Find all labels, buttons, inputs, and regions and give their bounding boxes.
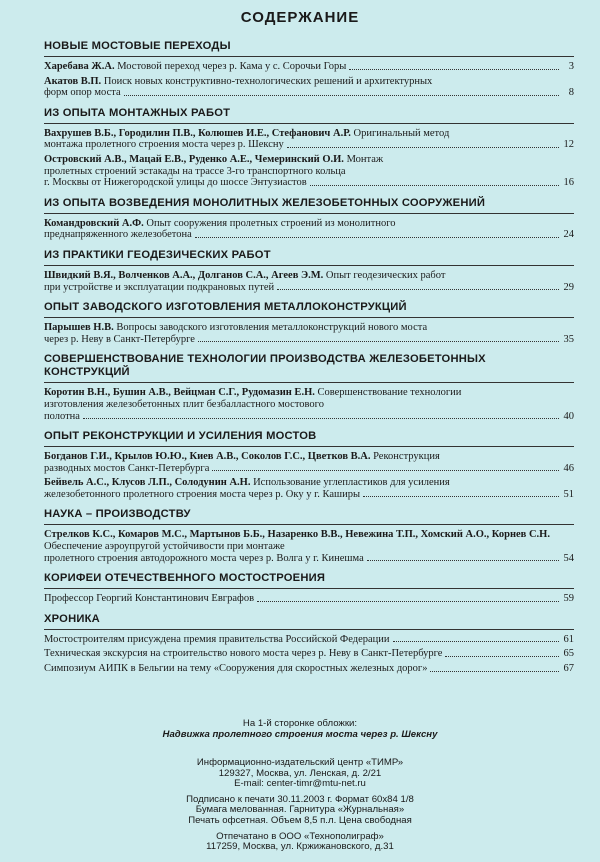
entry-title-line: Опыт сооружения пролетных строений из монолитного	[146, 217, 396, 229]
toc-entry[interactable]	[44, 322, 574, 345]
toc-entry[interactable]	[44, 593, 574, 605]
dot-leader	[257, 601, 559, 602]
entry-title-line: Профессор Георгий Константинович Евграфов	[44, 593, 255, 605]
toc-entry[interactable]	[44, 61, 574, 73]
toc-entry[interactable]	[44, 451, 574, 474]
entry-title-line: г. Москвы от Нижегородской улицы до шоссе Энтузиастов	[44, 177, 307, 189]
dot-leader	[195, 237, 559, 238]
toc-entry[interactable]	[44, 529, 574, 564]
cover-note	[0, 718, 600, 740]
entry-title-line: Обеспечение аэроупругой устойчивости при монтаже	[44, 541, 285, 553]
toc-section	[44, 197, 574, 241]
entry-authors: Харебава Ж.А.	[44, 61, 115, 72]
dot-leader	[124, 95, 559, 96]
table-of-contents	[44, 40, 574, 683]
entry-page-number: 12	[563, 139, 574, 151]
dot-leader	[287, 147, 559, 148]
entry-title-line: Симпозиум АИПК в Бельгии на тему «Сооружения для скоростных железных дорог»	[44, 663, 428, 675]
dot-leader	[393, 641, 559, 642]
dot-leader	[445, 656, 559, 657]
section-heading: НАУКА – ПРОИЗВОДСТВУ	[44, 508, 574, 525]
entry-title-line: изготовления железобетонных плит безбалластного мостового	[44, 398, 324, 410]
entry-page-number: 16	[563, 177, 574, 189]
section-heading: СОВЕРШЕНСТВОВАНИЕ ТЕХНОЛОГИИ ПРОИЗВОДСТВА ЖЕЛЕЗОБЕТОННЫХ КОНСТРУКЦИЙ	[44, 353, 574, 383]
dot-leader	[83, 418, 559, 419]
entry-title-line: через р. Неву в Санкт-Петербурге	[44, 333, 195, 345]
publisher-name: Информационно-издательский центр «ТИМР»	[196, 757, 404, 768]
entry-page-number: 24	[563, 229, 574, 241]
toc-section	[44, 249, 574, 293]
entry-page-number: 67	[563, 663, 574, 675]
entry-page-number: 61	[563, 633, 574, 645]
entry-title-line: при устройстве и эксплуатации подкрановых путей	[44, 281, 275, 293]
toc-entry[interactable]	[44, 477, 574, 500]
dot-leader	[367, 560, 559, 561]
entry-authors: Акатов В.П.	[44, 75, 102, 87]
imprint	[0, 758, 600, 858]
toc-section	[44, 430, 574, 500]
dot-leader	[212, 470, 559, 471]
entry-title-line: пролетных строений эстакады на трассе 3-го транспортного кольца	[44, 165, 346, 177]
section-heading: ИЗ ОПЫТА МОНТАЖНЫХ РАБОТ	[44, 107, 574, 124]
entry-page-number: 35	[563, 333, 574, 345]
cover-note-line2: Надвижка пролетного строения моста через р. Шексну	[162, 729, 438, 740]
entry-title-line: Поиск новых конструктивно-технологических решений и архитектурных	[103, 75, 433, 87]
page-title: СОДЕРЖАНИЕ	[240, 9, 360, 26]
entry-page-number: 8	[568, 87, 574, 99]
entry-title-line: Опыт геодезических работ	[325, 269, 446, 281]
toc-section	[44, 613, 574, 675]
toc-entry[interactable]	[44, 634, 574, 646]
print-info-line: Печать офсетная. Объем 8,5 п.л. Цена свободная	[188, 814, 412, 826]
entry-authors: Командровский А.Ф.	[44, 217, 144, 229]
entry-page-number: 40	[563, 410, 574, 422]
section-heading: КОРИФЕИ ОТЕЧЕСТВЕННОГО МОСТОСТРОЕНИЯ	[44, 572, 574, 589]
toc-section	[44, 508, 574, 564]
entry-authors: Швидкий В.Я., Волченков А.А., Долганов С.А., Агеев Э.М.	[44, 269, 324, 281]
entry-title-line: монтажа пролетного строения моста через р. Шексну	[44, 139, 284, 151]
dot-leader	[277, 289, 559, 290]
entry-page-number: 46	[563, 462, 574, 474]
entry-page-number: 54	[563, 552, 574, 564]
entry-page-number: 59	[563, 593, 574, 605]
entry-title-line: разводных мостов Санкт-Петербурга	[44, 462, 210, 474]
dot-leader	[198, 341, 559, 342]
dot-leader	[310, 185, 559, 186]
printer-name: Отпечатано в ООО «Технополиграф»	[216, 830, 384, 842]
toc-section	[44, 572, 574, 605]
toc-entry[interactable]	[44, 270, 574, 293]
entry-authors: Вахрушев В.Б., Городилин П.В., Колюшев И.Е., Стефанович А.Р.	[44, 127, 351, 139]
section-heading: ХРОНИКА	[44, 613, 574, 630]
entry-title-line: железобетонного пролетного строения моста через р. Оку у г. Каширы	[44, 488, 360, 500]
entry-title-line: Мостовой переход через р. Кама у с. Сорочьи Горы	[117, 61, 347, 72]
toc-entry[interactable]	[44, 648, 574, 660]
toc-section	[44, 40, 574, 99]
entry-title-line: Совершенствование технологии	[317, 387, 462, 399]
toc-section	[44, 301, 574, 345]
entry-title-line: полотна	[44, 410, 80, 422]
toc-entry[interactable]	[44, 128, 574, 151]
entry-title-line: форм опор моста	[44, 87, 121, 99]
print-info-line: Бумага мелованная. Гарнитура «Журнальная»	[195, 804, 405, 816]
section-heading: ОПЫТ РЕКОНСТРУКЦИИ И УСИЛЕНИЯ МОСТОВ	[44, 430, 574, 447]
toc-entry[interactable]	[44, 154, 574, 189]
section-heading: ОПЫТ ЗАВОДСКОГО ИЗГОТОВЛЕНИЯ МЕТАЛЛОКОНСТРУКЦИЙ	[44, 301, 574, 318]
toc-entry[interactable]	[44, 218, 574, 241]
entry-title-line: Мостостроителям присуждена премия правительства Российской Федерации	[44, 633, 390, 645]
entry-authors: Богданов Г.И., Крылов Ю.Ю., Киев А.В., Соколов Г.С., Цветков В.А.	[44, 451, 371, 463]
entry-authors: Коротин В.Н., Бушин А.В., Вейцман С.Г., Рудомазин Е.Н.	[44, 387, 315, 399]
entry-title-line: Монтаж	[346, 153, 384, 165]
dot-leader	[430, 671, 559, 672]
cover-note-line1: На 1-й сторонке обложки:	[242, 718, 358, 729]
entry-page-number: 29	[563, 281, 574, 293]
toc-entry[interactable]	[44, 76, 574, 99]
entry-title-line: Техническая экскурсия на строительство нового моста через р. Неву в Санкт-Петербурге	[44, 648, 443, 660]
entry-page-number: 65	[563, 648, 574, 660]
printer-address: 117259, Москва, ул. Кржижановского, д.31	[206, 841, 394, 853]
entry-title-line: Вопросы заводского изготовления металлоконструкций нового моста	[116, 322, 428, 334]
entry-title-line: Оригинальный метод	[353, 127, 450, 139]
section-heading: НОВЫЕ МОСТОВЫЕ ПЕРЕХОДЫ	[44, 40, 574, 57]
toc-section	[44, 107, 574, 189]
entry-authors: Бейвель А.С., Клусов Л.П., Солодунин А.Н.	[44, 477, 251, 489]
entry-page-number: 3	[568, 61, 574, 72]
toc-entry[interactable]	[44, 387, 574, 422]
entry-authors: Стрелков К.С., Комаров М.С., Мартынов Б.Б., Назаренко В.В., Невежина Т.П., Хомский А.О., Корнев С.Н.	[44, 529, 550, 541]
entry-title-line: Использование углепластиков для усиления	[253, 477, 450, 489]
imprint-printer	[0, 832, 600, 853]
imprint-print-info	[0, 795, 600, 827]
dot-leader	[363, 496, 559, 497]
toc-entry[interactable]	[44, 663, 574, 675]
section-heading: ИЗ ПРАКТИКИ ГЕОДЕЗИЧЕСКИХ РАБОТ	[44, 249, 574, 266]
imprint-publisher	[0, 758, 600, 790]
entry-title-line: Реконструкция	[373, 451, 440, 463]
entry-authors: Островский А.В., Мацай Е.В., Руденко А.Е., Чемеринский О.И.	[44, 153, 344, 165]
publisher-email: E-mail: center-timr@mtu-net.ru	[234, 778, 366, 790]
entry-title-line: пролетного строения автодорожного моста через р. Волга у г. Кинешма	[44, 552, 364, 564]
toc-section	[44, 353, 574, 422]
print-info-line: Подписано к печати 30.11.2003 г. Формат 60х84 1/8	[186, 793, 414, 805]
entry-title-line: преднапряженного железобетона	[44, 229, 192, 241]
section-heading: ИЗ ОПЫТА ВОЗВЕДЕНИЯ МОНОЛИТНЫХ ЖЕЛЕЗОБЕТОННЫХ СООРУЖЕНИЙ	[44, 197, 574, 214]
entry-page-number: 51	[563, 488, 574, 500]
dot-leader	[349, 69, 559, 70]
publisher-address: 129327, Москва, ул. Ленская, д. 2/21	[218, 767, 382, 779]
entry-authors: Парышев Н.В.	[44, 322, 114, 334]
